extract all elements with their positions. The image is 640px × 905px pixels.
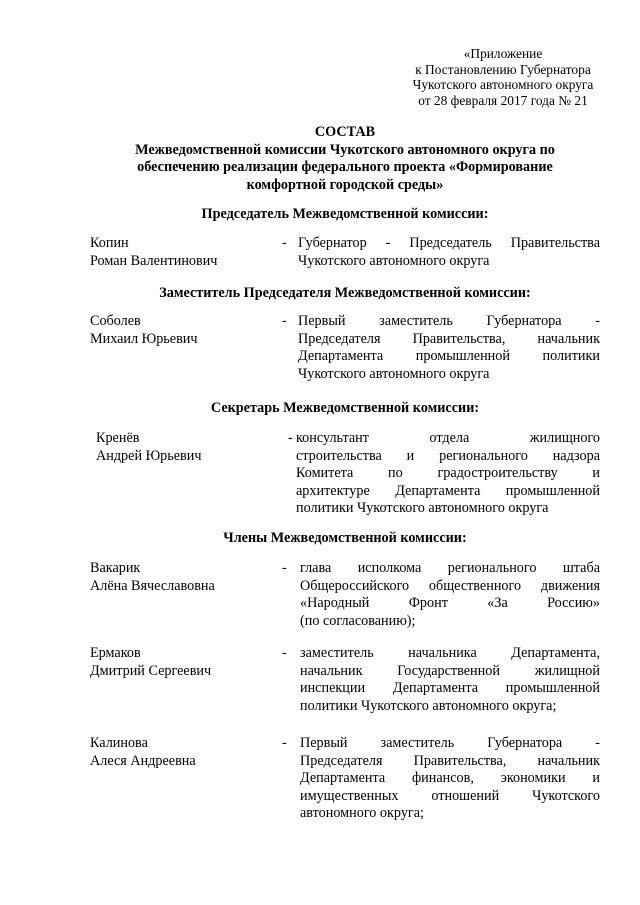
person-role — [300, 645, 600, 715]
role-line: глава исполкома регионального штаба — [300, 560, 600, 576]
title-heading: СОСТАВ — [314, 124, 376, 140]
role-line: Председателя Правительства, начальник — [300, 752, 600, 769]
role-line: инспекции Департамента промышленной — [300, 680, 600, 696]
appendix-line: от 28 февраля 2017 года № 21 — [418, 92, 588, 108]
appendix-block — [408, 46, 598, 108]
role-line: Губернатор - Председатель Правительства — [298, 235, 600, 251]
document-title — [90, 124, 600, 194]
separator-dash: - — [282, 645, 287, 661]
role-line: (по согласованию); — [300, 612, 416, 629]
person-given-name: Михаил Юрьевич — [90, 330, 198, 347]
person-role — [300, 560, 600, 630]
role-line: автономного округа; — [300, 805, 424, 821]
role-line: Первый заместитель Губернатора - — [298, 313, 600, 329]
section-heading-deputy: Заместитель Председателя Межведомственной комиссии: — [159, 285, 531, 301]
section-heading-chair: Председатель Межведомственной комиссии: — [201, 206, 489, 222]
role-line: Комитета по градостроительству и — [296, 465, 600, 481]
person-role — [298, 313, 600, 383]
role-line: начальник Государственной жилищной — [300, 662, 600, 679]
role-line: Чукотского автономного округа — [298, 365, 490, 382]
role-line: политики Чукотского автономного округа; — [300, 697, 557, 714]
role-line: Общероссийского общественного движения — [300, 577, 600, 594]
separator-dash: - — [282, 235, 287, 251]
person-given-name: Андрей Юрьевич — [96, 447, 202, 464]
person-role — [296, 430, 600, 518]
separator-dash: - — [288, 430, 293, 446]
section-heading-members: Члены Межведомственной комиссии: — [223, 530, 467, 546]
role-line: Департамента промышленной политики — [298, 348, 600, 364]
person-role — [300, 735, 600, 823]
person-given-name: Алеся Андреевна — [90, 752, 196, 769]
appendix-line: Чукотского автономного округа — [412, 77, 594, 93]
person-name — [90, 735, 270, 770]
role-line: строительства и регионального надзора — [296, 447, 600, 464]
separator-dash: - — [282, 735, 287, 751]
separator-dash: - — [282, 313, 287, 329]
person-given-name: Алёна Вячеславовна — [90, 577, 215, 594]
role-line: Первый заместитель Губернатора - — [300, 735, 600, 751]
person-surname: Ермаков — [90, 645, 141, 661]
separator-dash: - — [282, 560, 287, 576]
person-surname: Калинова — [90, 735, 148, 751]
person-surname: Вакарик — [90, 560, 141, 576]
person-role — [298, 235, 600, 270]
appendix-line: к Постановлению Губернатора — [415, 61, 591, 77]
person-name — [96, 430, 276, 465]
role-line: имущественных отношений Чукотского — [300, 787, 600, 804]
role-line: Чукотского автономного округа — [298, 252, 490, 269]
person-surname: Копин — [90, 235, 129, 251]
person-name — [90, 235, 270, 270]
person-surname: Соболев — [90, 313, 141, 329]
section-heading-secretary: Секретарь Межведомственной комиссии: — [210, 400, 480, 416]
person-given-name: Роман Валентинович — [90, 252, 218, 269]
role-line: заместитель начальника Департамента, — [300, 645, 600, 661]
title-line: Межведомственной комиссии Чукотского автономного округа по — [135, 141, 555, 158]
role-line: политики Чукотского автономного округа — [296, 500, 549, 516]
role-line: Председателя Правительства, начальник — [298, 330, 600, 347]
person-given-name: Дмитрий Сергеевич — [90, 662, 212, 679]
appendix-line: «Приложение — [463, 46, 543, 61]
role-line: «Народный Фронт «За Россию» — [300, 595, 600, 611]
person-name — [90, 645, 270, 680]
person-surname: Кренёв — [96, 430, 140, 446]
person-name — [90, 313, 270, 348]
person-name — [90, 560, 270, 595]
role-line: Департамента финансов, экономики и — [300, 770, 600, 786]
role-line: архитектуре Департамента промышленной — [296, 482, 600, 499]
title-line: обеспечению реализации федерального проекта «Формирование — [137, 159, 553, 175]
title-line: комфортной городской среды» — [246, 176, 444, 193]
role-line: консультант отдела жилищного — [296, 430, 600, 446]
